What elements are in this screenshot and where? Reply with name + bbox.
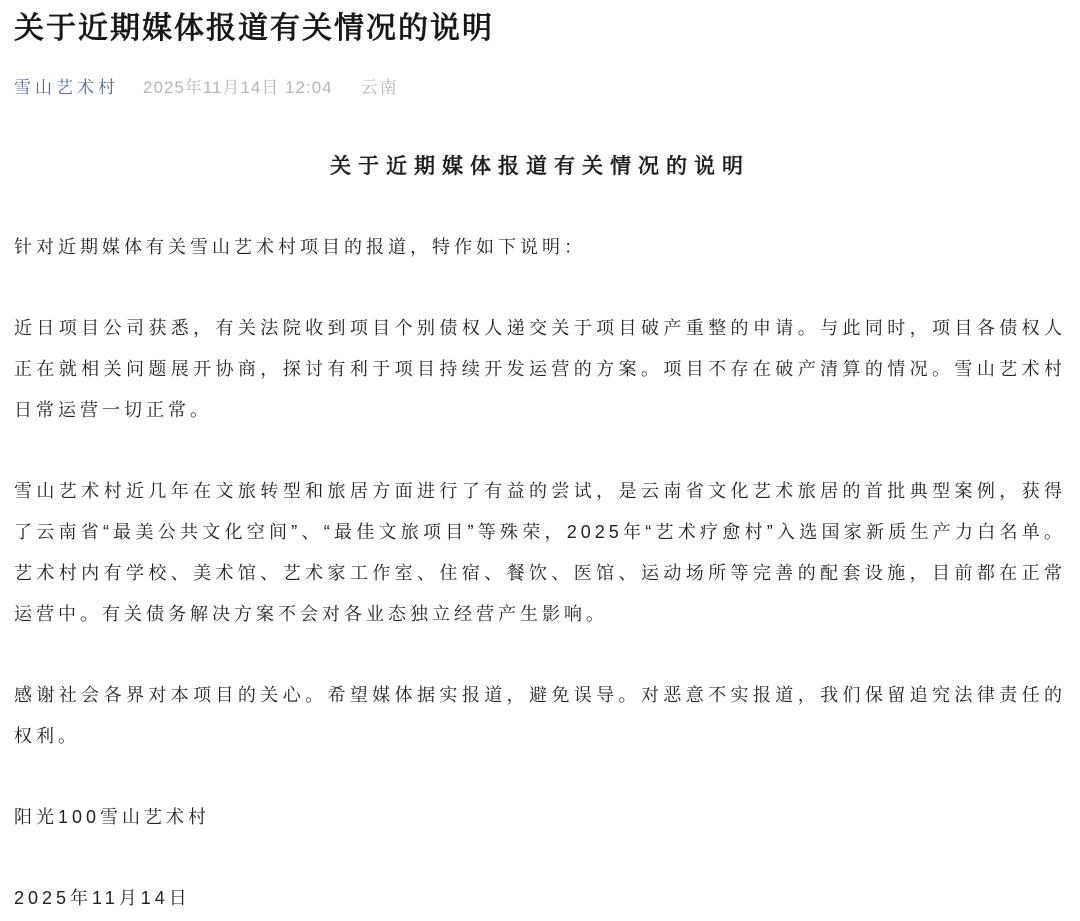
statement-heading: 关于近期媒体报道有关情况的说明 [330,155,750,178]
paragraph-achievements: 雪山艺术村近几年在文旅转型和旅居方面进行了有益的尝试，是云南省文化艺术旅居的首批典型案例，获得了云南省“最美公共文化空间”、“最佳文旅项目”等殊荣，2025年“艺术疗愈村”入选国家新质生产力白名单。 艺术村内有学校、美术馆、艺术家工作室、住宿、餐饮、医馆、运动场所等完善的配套设施，目前都在正常运营中。有关债务解决方案不会对各业态独立经营产生影响。 [14,481,1066,624]
article-body [14,146,1066,919]
publish-location: 云南 [360,78,399,97]
paragraph-bankruptcy-statement: 近日项目公司获悉，有关法院收到项目个别债权人递交关于项目破产重整的申请。与此同时，项目各债权人正在就相关问题展开协商，探讨有利于项目持续开发运营的方案。项目不存在破产清算的情况。雪山艺术村日常运营一切正常。 [14,318,1066,420]
article-title: 关于近期媒体报道有关情况的说明 [14,12,494,45]
signature-date: 2025年11月14日 [14,888,191,908]
publish-datetime: 2025年11月14日 12:04 [143,78,333,97]
signature: 阳光100雪山艺术村 [14,807,211,827]
paragraph-thanks: 感谢社会各界对本项目的关心。希望媒体据实报道，避免误导。对恶意不实报道，我们保留追究法律责任的权利。 [14,685,1066,746]
article-meta [14,77,1066,99]
author-link[interactable]: 雪山艺术村 [14,78,119,97]
paragraph-intro: 针对近期媒体有关雪山艺术村项目的报道，特作如下说明： [14,237,586,257]
